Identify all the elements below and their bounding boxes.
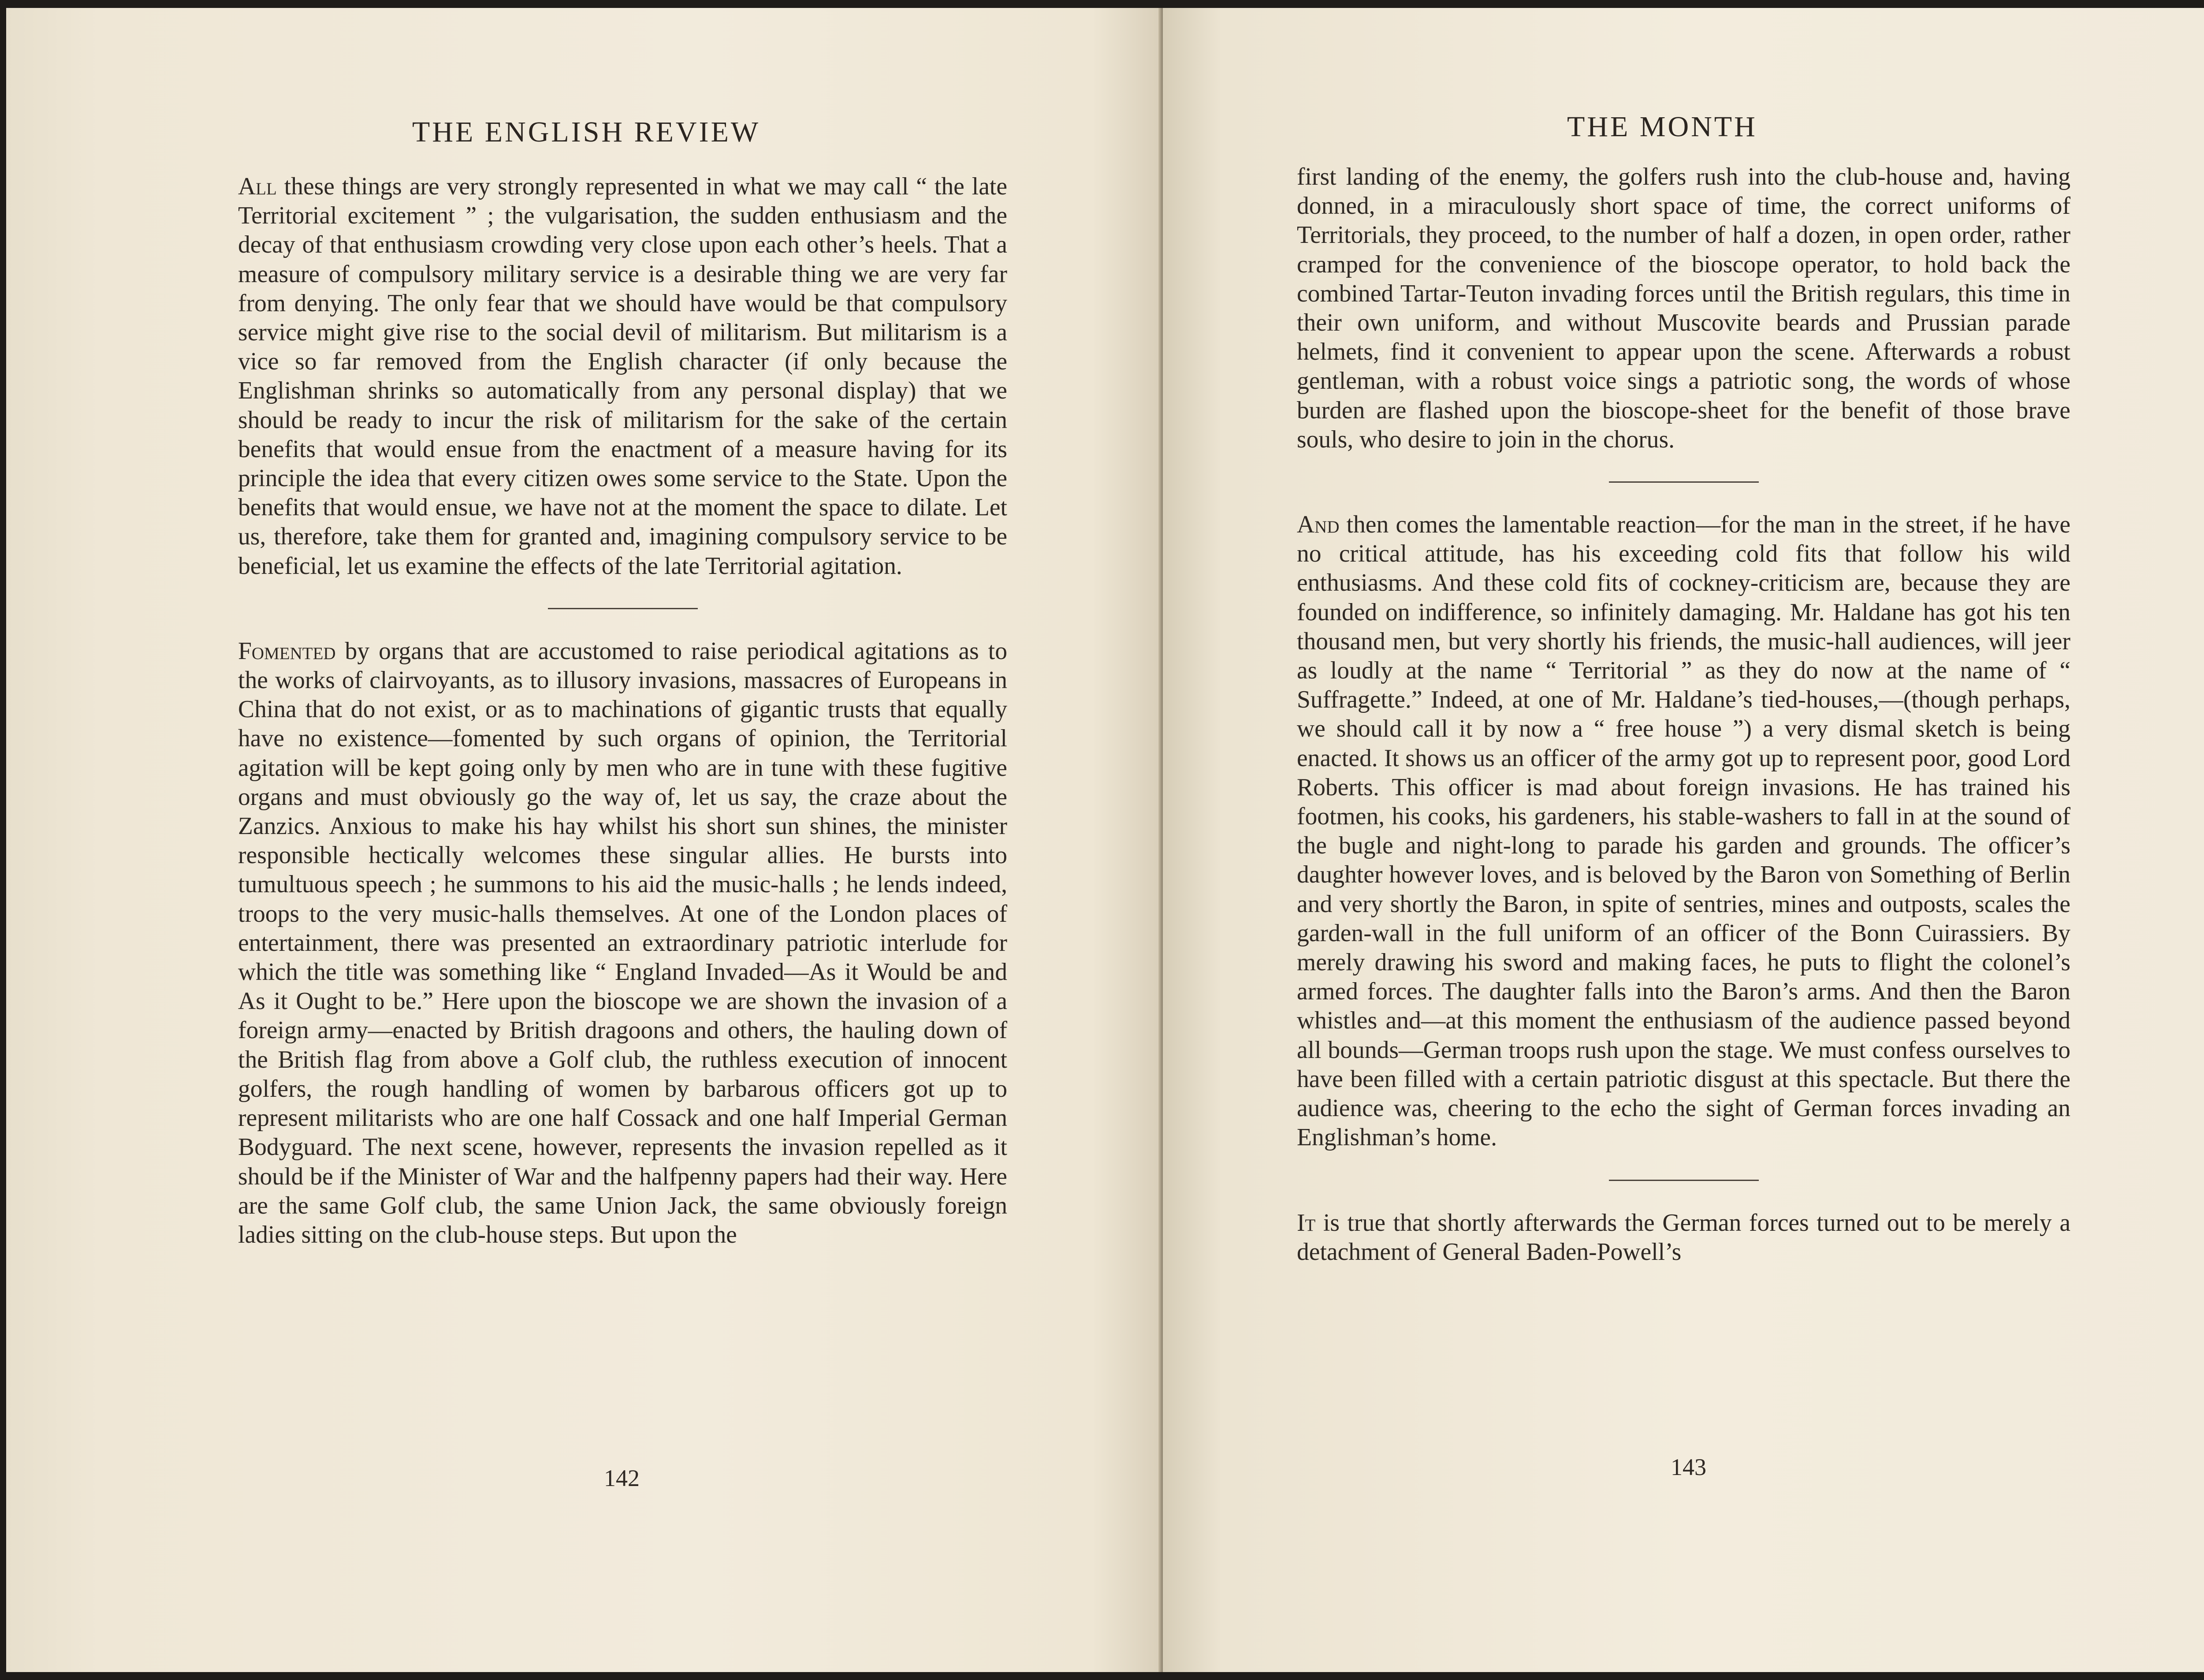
paragraph-lead: And <box>1297 511 1340 539</box>
paragraph-body: then comes the lamentable reaction—for the man in the street, if he have no critical attitude, has his exceeding cold fits that follow his wild enthusiasms. And these cold fits of cockney-criticism are, because they are founded on indifference, so infinitely damaging. Mr. Haldane has got his ten thousand men, but very shortly his friends, the music-hall audiences, will jeer as loudly at the name “ Territorial ” as they do now at the name of “ Suffragette.” Indeed, at one of Mr. Haldane’s tied-houses,—(though perhaps, we should call it by now a “ free house ”) a very dismal sketch is being enacted. It shows us an officer of the army got up to represent poor, good Lord Roberts. This officer is mad about foreign invasions. He has trained his footmen, his cooks, his gardeners, his stable-washers to fall in at the sound of the bugle and night-long to parade his garden and grounds. The officer’s daughter however loves, and is beloved by the Baron von Something of Berlin and very shortly the Baron, in spite of sentries, mines and outposts, scales the garden-wall in the full uniform of an officer of the Bonn Cuirassiers. By merely drawing his sword and making faces, he puts to flight the colonel’s armed forces. The daughter falls into the Baron’s arms. And then the Baron whistles and—at this moment the enthusiasm of the audience passed beyond all bounds—German troops rush upon the stage. We must confess ourselves to have been filled with a certain patriotic disgust at this spectacle. But there the audience was, cheering to the echo the sight of German forces invading an Englishman’s home. <box>1297 511 2070 1151</box>
paragraph-lead: It <box>1297 1209 1316 1237</box>
paragraph-lead: Fomented <box>238 637 336 665</box>
section-divider <box>1297 454 2070 510</box>
paragraph-body: first landing of the enemy, the golfers rush into the club-house and, having donned, in a miraculously short space of time, the correct uniforms of Territorials, they proceed, to the number of half a dozen, in open order, rather cramped for the convenience of the bioscope operator, to hold back the combined Tartar-Teuton invading forces until the British regulars, this time in their own uniform, and without Muscovite beards and Prussian parade helmets, find it convenient to appear upon the scene. Afterwards a robust gentleman, with a robust voice sings a patriotic song, the words of whose burden are flashed upon the bioscope-sheet for the benefit of those brave souls, who desire to join in the chorus. <box>1297 163 2070 453</box>
paragraph-lead: All <box>238 173 277 200</box>
paragraph <box>238 172 1007 581</box>
paragraph-body: by organs that are accustomed to raise periodical agitations as to the works of clairvoyants, as to illusory invasions, massacres of Europeans in China that do not exist, or as to machinations of gigantic trusts that equally have no existence—fomented by such organs of opinion, the Territorial agitation will be kept going only by men who are in tune with these fugitive organs and must obviously go the way of, let us say, the craze about the Zanzics. Anxious to make his hay whilst his short sun shines, the minister responsible hectically welcomes these singular allies. He bursts into tumultuous speech ; he summons to his aid the music-halls ; he lends indeed, troops to the very music-halls themselves. At one of the London places of entertainment, there was presented an extraordinary patriotic interlude for which the title was something like “ England Invaded—As it Would be and As it Ought to be.” Here upon the bioscope we are shown the invasion of a foreign army—enacted by British dragoons and others, the hauling down of the British flag from above a Golf club, the ruthless execution of innocent golfers, the rough handling of women by barbarous officers got up to represent militarists who are one half Cossack and one half Imperial German Bodyguard. The next scene, however, represents the invasion repelled as it should be if the Minister of War and the halfpenny papers had their way. Here are the same Golf club, the same Union Jack, the same obviously foreign ladies sitting on the club-house steps. But upon the <box>238 637 1007 1248</box>
paragraph <box>1297 1208 2070 1267</box>
left-running-head: THE ENGLISH REVIEW <box>412 116 761 148</box>
paragraph <box>1297 510 2070 1152</box>
right-page-text <box>1297 162 2070 1267</box>
left-page-number: 142 <box>604 1465 640 1491</box>
paragraph-body: is true that shortly afterwards the German forces turned out to be merely a detachment of General Baden-Powell’s <box>1297 1209 2070 1266</box>
right-running-head: THE MONTH <box>1567 111 1757 143</box>
paragraph <box>238 637 1007 1249</box>
section-divider <box>238 581 1007 637</box>
paragraph <box>1297 162 2070 454</box>
section-divider <box>1297 1152 2070 1208</box>
right-page-number: 143 <box>1671 1454 1706 1480</box>
paragraph-body: these things are very strongly represented in what we may call “ the late Territorial excitement ” ; the vulgarisation, the sudden enthusiasm and the decay of that enthusiasm crowding very close upon each other’s heels. That a measure of compulsory military service is a desirable thing we are very far from denying. The only fear that we should have would be that compulsory service might give rise to the social devil of militarism. But militarism is a vice so far removed from the English character (if only because the Englishman shrinks so automatically from any personal display) that we should be ready to incur the risk of militarism for the sake of the certain benefits that would ensue from the enactment of a measure having for its principle the idea that every citizen owes some service to the State. Upon the benefits that would ensue, we have not at the moment the space to dilate. Let us, therefore, take them for granted and, imagining compulsory service to be beneficial, let us examine the effects of the late Territorial agitation. <box>238 173 1007 580</box>
left-page-text <box>238 172 1007 1249</box>
